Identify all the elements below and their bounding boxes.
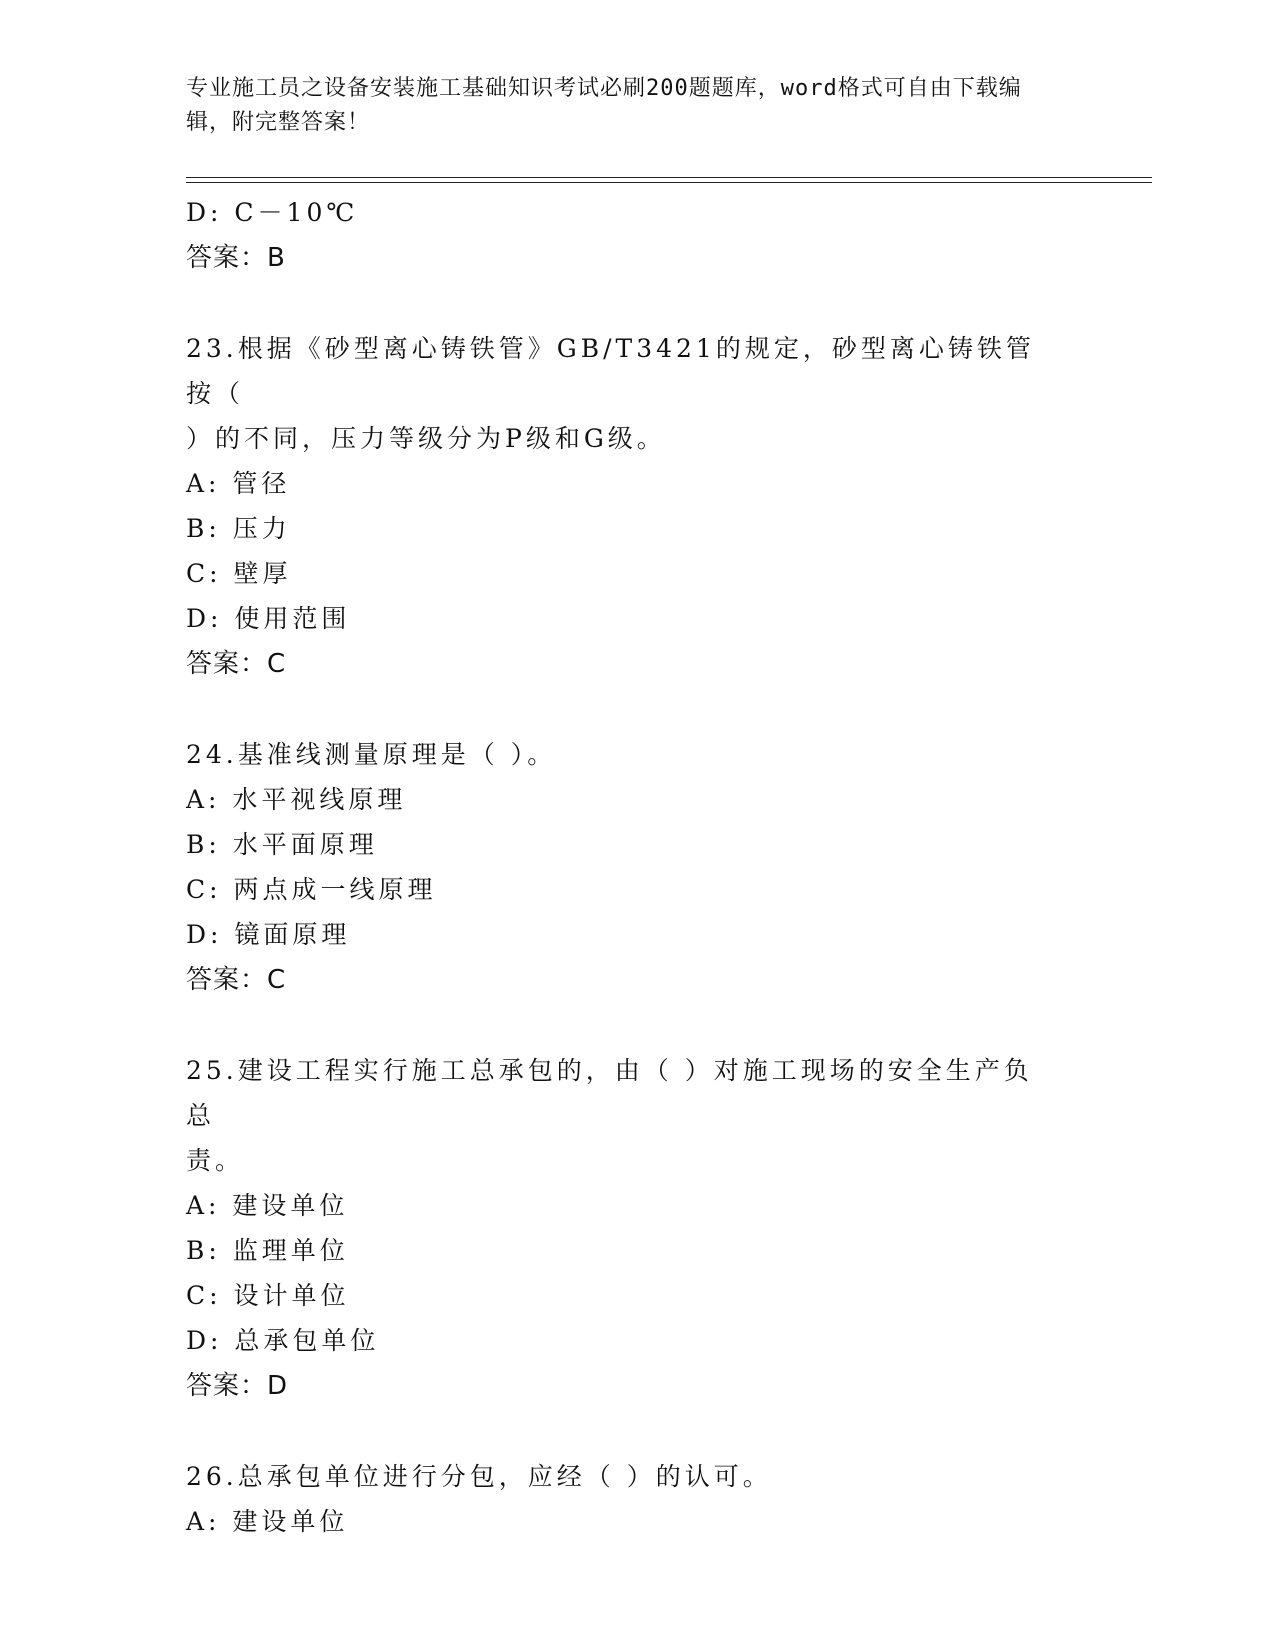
option-b: B: 水平面原理 bbox=[186, 830, 378, 859]
answer: 答案：C bbox=[186, 965, 287, 995]
option-c: C: 壁厚 bbox=[186, 559, 292, 588]
option-d: D: 镜面原理 bbox=[186, 920, 351, 949]
option-d: D: 总承包单位 bbox=[186, 1326, 380, 1355]
question-stem: 24.基准线测量原理是（ ）。 bbox=[186, 740, 557, 769]
option-a: A: 建设单位 bbox=[186, 1507, 349, 1536]
option-a: A: 管径 bbox=[186, 469, 291, 498]
document-body bbox=[186, 190, 1086, 1544]
header-divider-top bbox=[186, 177, 1152, 178]
question-stem-cont: ）的不同，压力等级分为P级和G级。 bbox=[186, 424, 666, 453]
option-a: A: 水平视线原理 bbox=[186, 785, 407, 814]
question-stem: 25.建设工程实行施工总承包的，由（ ）对施工现场的安全生产负总 bbox=[186, 1056, 1033, 1130]
answer: 答案：D bbox=[186, 1371, 289, 1401]
prev-answer: 答案：B bbox=[186, 243, 286, 273]
question-stem: 23.根据《砂型离心铸铁管》GB/T3421的规定，砂型离心铸铁管按（ bbox=[186, 334, 1035, 408]
question-24 bbox=[186, 732, 1056, 1003]
option-b: B: 监理单位 bbox=[186, 1236, 349, 1265]
question-26 bbox=[186, 1454, 1056, 1544]
prev-option-d: D: C－10℃ bbox=[186, 198, 359, 227]
answer: 答案：C bbox=[186, 649, 287, 679]
header-title: 专业施工员之设备安装施工基础知识考试必刷200题题库，word格式可自由下载编辑，附完整答案！ bbox=[186, 76, 1022, 135]
header-divider-bottom bbox=[186, 182, 1152, 183]
document-header bbox=[186, 72, 1066, 140]
question-25 bbox=[186, 1048, 1056, 1409]
option-a: A: 建设单位 bbox=[186, 1191, 349, 1220]
option-d: D: 使用范围 bbox=[186, 604, 351, 633]
question-stem: 26.总承包单位进行分包，应经（ ）的认可。 bbox=[186, 1462, 772, 1491]
question-23 bbox=[186, 326, 1056, 687]
question-stem-cont: 责。 bbox=[186, 1146, 245, 1175]
option-c: C: 两点成一线原理 bbox=[186, 875, 437, 904]
option-b: B: 压力 bbox=[186, 514, 291, 543]
option-c: C: 设计单位 bbox=[186, 1281, 350, 1310]
